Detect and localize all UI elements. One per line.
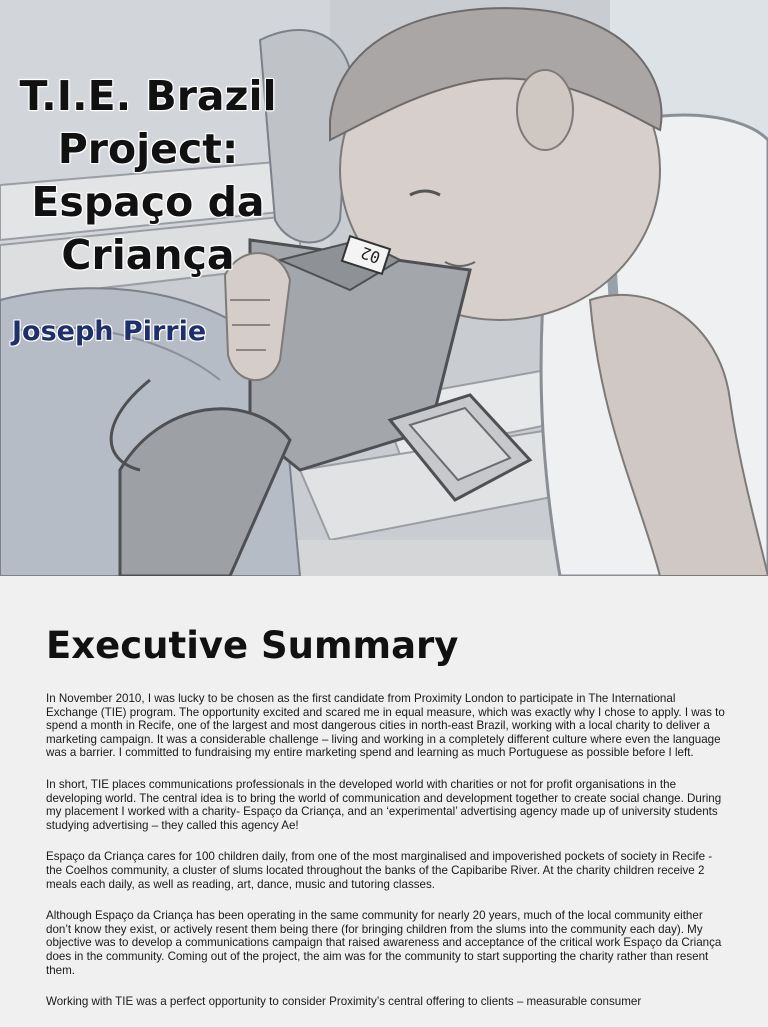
cover-author: Joseph Pirrie [12,316,207,347]
cover-title-line-4: Criança [61,231,235,279]
executive-summary-section [46,622,730,1027]
summary-paragraph-3: Espaço da Criança cares for 100 children daily, from one of the most marginalised and impoverished pockets of society in Recife - the Coelhos community, a cluster of slums located throughout the banks of the Capibaribe River. At the charity children receive 2 meals each daily, as well as reading, art, dance, music and tutoring classes. [46,850,713,891]
summary-paragraph-2: In short, TIE places communications professionals in the developed world with charities or not for profit organisations in the developing world. The central idea is to bring the world of communication and development together to create social change. During my placement I worked with a charity- Espaço da Criança, and an ‘experimental’ advertising agency made up of university students studying advertising – they called this agency Ae! [46,777,722,832]
cover-title-line-1: T.I.E. Brazil [19,72,277,120]
summary-paragraph-4: Although Espaço da Criança has been operating in the same community for nearly 20 years, much of the local community either don’t know they exist, or actively resent them being there (for bringing children from the slums into the community each day). My objective was to develop a communications campaign that raised awareness and acceptance of the critical work Espaço da Criança does in the community. Coming out of the project, the aim was for the community to start supporting the charity rather than resent them. [46,909,722,977]
cover-title-line-2: Project: [57,125,239,173]
camera-label: 02 [358,242,383,268]
summary-paragraph-1: In November 2010, I was lucky to be chosen as the first candidate from Proximity London to participate in The International Exchange (TIE) program. The opportunity excited and scared me in equal measure, which was exactly why I chose to apply. I was to spend a month in Recife, one of the largest and most dangerous cities in north-east Brazil, working with a local charity to deliver a marketing campaign. It was a considerable challenge – living and working in a completely different culture where even the language was a barrier. I committed to fundraising my entire marketing spend and learning as much Portuguese as possible before I left. [46,692,725,760]
section-heading: Executive Summary [46,624,459,667]
cover-title-line-3: Espaço da [31,178,265,226]
cover-title [18,70,278,282]
summary-paragraph-5: Working with TIE was a perfect opportunity to consider Proximity’s central offering to clients – measurable consumer [46,995,642,1009]
